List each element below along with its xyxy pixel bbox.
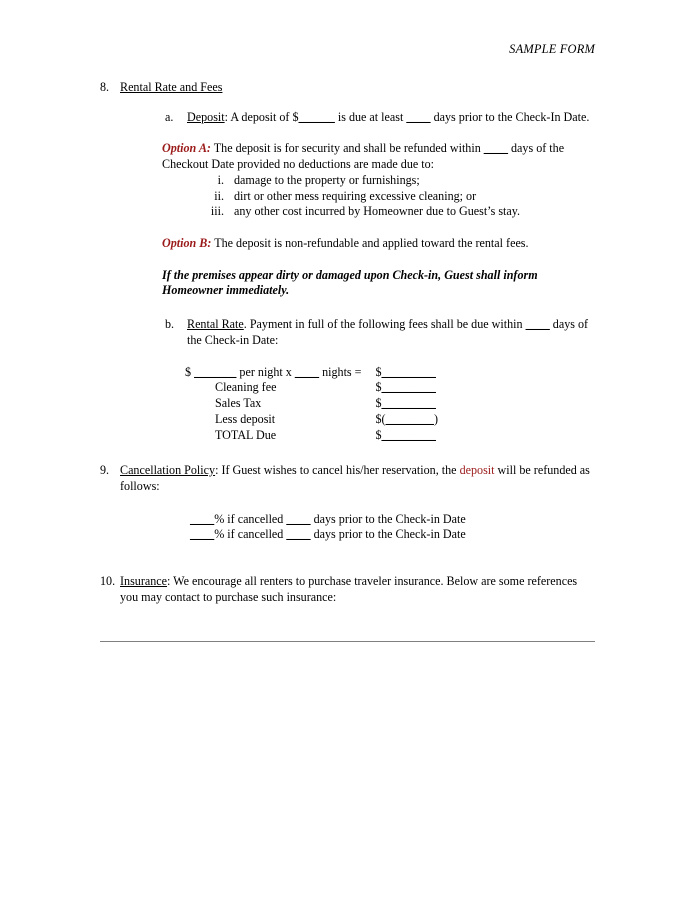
cancellation-pct-blank[interactable]: ____ [190,527,215,542]
fee-row-total-label: TOTAL Due [215,427,277,442]
cancellation-line [190,527,595,543]
amount-prefix: $( [375,411,386,426]
cancellation-text-1: : If Guest wishes to cancel his/her reservation, the [215,463,460,478]
section-8-number: 8. [100,80,110,94]
rental-rate-item [165,317,595,348]
table-row [185,428,475,444]
section-9-title: Cancellation Policy [120,463,216,478]
amount-prefix: $ [375,380,382,395]
deposit-text-1: : A deposit of $ [224,109,299,124]
cancellation-text-2: will be refunded as follows: [120,463,590,493]
deposit-term: Deposit [187,109,225,124]
fee-row-cleaning-label: Cleaning fee [215,380,277,395]
nightly-prefix: $ [185,364,195,379]
rental-rate-text-1: . Payment in full of the following fees shall be due within [243,317,526,332]
section-rental-rate-heading [100,80,595,96]
option-a-deduction-list [200,173,595,220]
cancellation-refund-lines [190,512,595,543]
cancellation-deposit-highlight: deposit [459,463,495,478]
deposit-text-2: is due at least [334,109,407,124]
fee-row-less-deposit-label: Less deposit [215,411,276,426]
cancellation-days-blank[interactable]: ____ [286,511,311,526]
roman-marker: ii. [214,188,224,203]
insurance-text: : We encourage all renters to purchase traveler insurance. Below are some references you may contact to purchase such insurance: [120,574,578,604]
amount-blank[interactable]: _________ [381,364,436,379]
cancellation-days-blank[interactable]: ____ [286,527,311,542]
dirty-premises-statement: If the premises appear dirty or damaged upon Check-in, Guest shall inform Homeowner immediately. [162,267,538,298]
fee-row-nightly-label [185,365,375,381]
deposit-amount-blank[interactable]: ______ [298,109,335,124]
rental-rate-days-blank[interactable]: ____ [525,317,550,332]
option-a-text-2: days of the Checkout Date provided no deductions are made due to: [162,141,565,172]
section-insurance [100,574,595,605]
deposit-item-letter: a. [165,109,174,124]
fee-row-nightly-amount [375,365,475,381]
amount-suffix: ) [433,411,438,426]
fee-row-less-deposit-amount [375,412,475,428]
list-item [200,204,595,220]
document-body [100,80,595,606]
page-header: SAMPLE FORM [509,42,595,56]
list-item-text: dirt or other mess requiring excessive cleaning; or [234,188,477,203]
amount-prefix: $ [375,364,382,379]
cancellation-line [190,512,595,528]
option-b-label: Option B: [162,236,212,251]
option-b-text: The deposit is non-refundable and applied toward the rental fees. [211,236,529,251]
table-row [185,396,475,412]
amount-prefix: $ [375,396,382,411]
cancellation-tail-text: days prior to the Check-in Date [310,527,466,542]
table-row [185,365,475,381]
section-8-title: Rental Rate and Fees [120,80,223,94]
list-item-text: damage to the property or furnishings; [234,172,420,187]
amount-blank[interactable]: _________ [381,396,436,411]
cancellation-pct-text: % if cancelled [214,527,287,542]
amount-prefix: $ [375,427,382,442]
option-a-days-blank[interactable]: ____ [483,141,508,156]
amount-blank[interactable]: _________ [381,380,436,395]
section-cancellation-policy [100,463,595,494]
rental-rate-term: Rental Rate [187,317,244,332]
fee-row-cleaning-amount [375,380,475,396]
cancellation-pct-text: % if cancelled [214,511,287,526]
deposit-text-3: days prior to the Check-In Date. [430,109,590,124]
section-9-number: 9. [100,463,110,478]
fee-row-total-amount [375,428,475,444]
list-item-text: any other cost incurred by Homeowner due to Guest’s stay. [234,204,521,219]
deposit-item [165,110,595,126]
roman-marker: i. [217,172,224,187]
nightly-mid: per night x [236,364,295,379]
amount-blank[interactable]: _________ [381,427,436,442]
option-b-block [162,236,595,252]
deposit-days-blank[interactable]: ____ [406,109,431,124]
table-row [185,412,475,428]
fee-row-tax-amount [375,396,475,412]
option-a-block [162,141,595,220]
nightly-suffix: nights = [319,364,362,379]
cancellation-pct-blank[interactable]: ____ [190,511,215,526]
section-10-title: Insurance [120,574,168,589]
table-row [185,380,475,396]
cancellation-tail-text: days prior to the Check-in Date [310,511,466,526]
list-item [200,173,595,189]
list-item [200,189,595,205]
section-10-number: 10. [100,574,116,589]
option-a-text-1: The deposit is for security and shall be refunded within [210,141,484,156]
nightly-rate-blank[interactable]: _______ [194,364,237,379]
amount-blank[interactable]: ________ [385,411,434,426]
horizontal-divider [100,641,595,642]
nights-count-blank[interactable]: ____ [294,364,320,379]
roman-marker: iii. [210,204,224,219]
fee-table [185,365,475,444]
option-a-label: Option A: [162,141,211,156]
rental-rate-text-2: days of the Check-in Date: [187,317,589,347]
fee-row-tax-label: Sales Tax [215,396,262,411]
rental-rate-item-letter: b. [165,317,175,332]
